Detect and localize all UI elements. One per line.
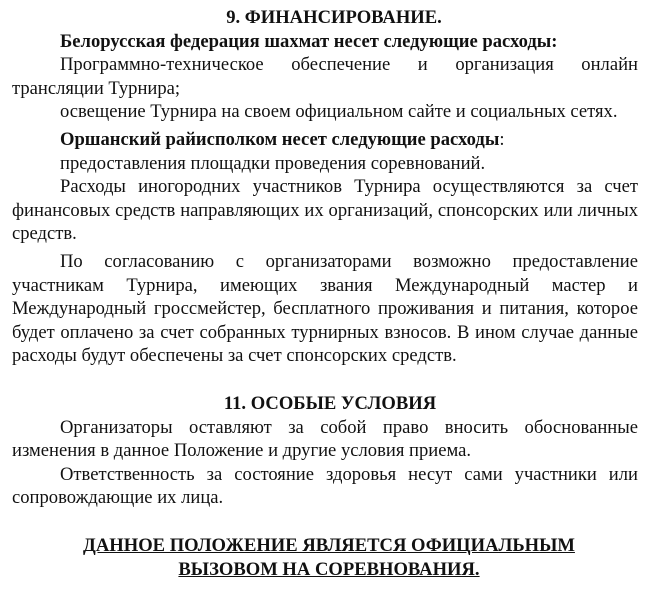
orsha-heading-colon: :	[499, 128, 505, 150]
health-responsibility-paragraph: Ответственность за состояние здоровья несут сами участники или сопровождающие их лица.	[12, 463, 638, 509]
titled-players-paragraph: По согласованию с организаторами возможно предоставление участникам Турнира, имеющих звания Международный мастер и Международный гроссмейстер, бесплатного проживания и питания, которое будет оплачено за счет собранных турнирных взносов. В ином случае данные расходы будут обеспечены за счет спонсорских средств.	[12, 250, 638, 367]
spacer	[12, 510, 638, 534]
bcf-expense-item-1: Программно-техническое обеспечение и организация онлайн трансляции Турнира;	[12, 54, 638, 99]
changes-paragraph: Организаторы оставляют за собой право вносить обоснованные изменения в данное Положение и другие условия приема.	[12, 416, 638, 462]
section-11-title: 11. ОСОБЫЕ УСЛОВИЯ	[223, 392, 437, 414]
section-9-title: 9. ФИНАНСИРОВАНИЕ.	[226, 7, 442, 28]
official-invitation-notice-line-2: ВЫЗОВОМ НА СОРЕВНОВАНИЯ.	[178, 558, 480, 580]
bcf-expenses-heading: Белорусская федерация шахмат несет следующие расходы:	[60, 30, 558, 52]
bcf-expense-item-2: освещение Турнира на своем официальном сайте и социальных сетях.	[60, 101, 618, 123]
travel-expenses-paragraph: Расходы иногородних участников Турнира осуществляются за счет финансовых средств направляющих их организаций, спонсорских или личных средств.	[12, 176, 638, 245]
orsha-expenses-heading: Оршанский райисполком несет следующие расходы	[60, 128, 500, 150]
document-page	[12, 6, 638, 582]
orsha-expenses-heading-line	[12, 128, 638, 152]
official-invitation-notice-line-1: ДАННОЕ ПОЛОЖЕНИЕ ЯВЛЯЕТСЯ ОФИЦИАЛЬНЫМ	[83, 534, 575, 556]
spacer	[12, 368, 638, 392]
orsha-expense-item-1: предоставления площадки проведения соревнований.	[60, 152, 486, 174]
